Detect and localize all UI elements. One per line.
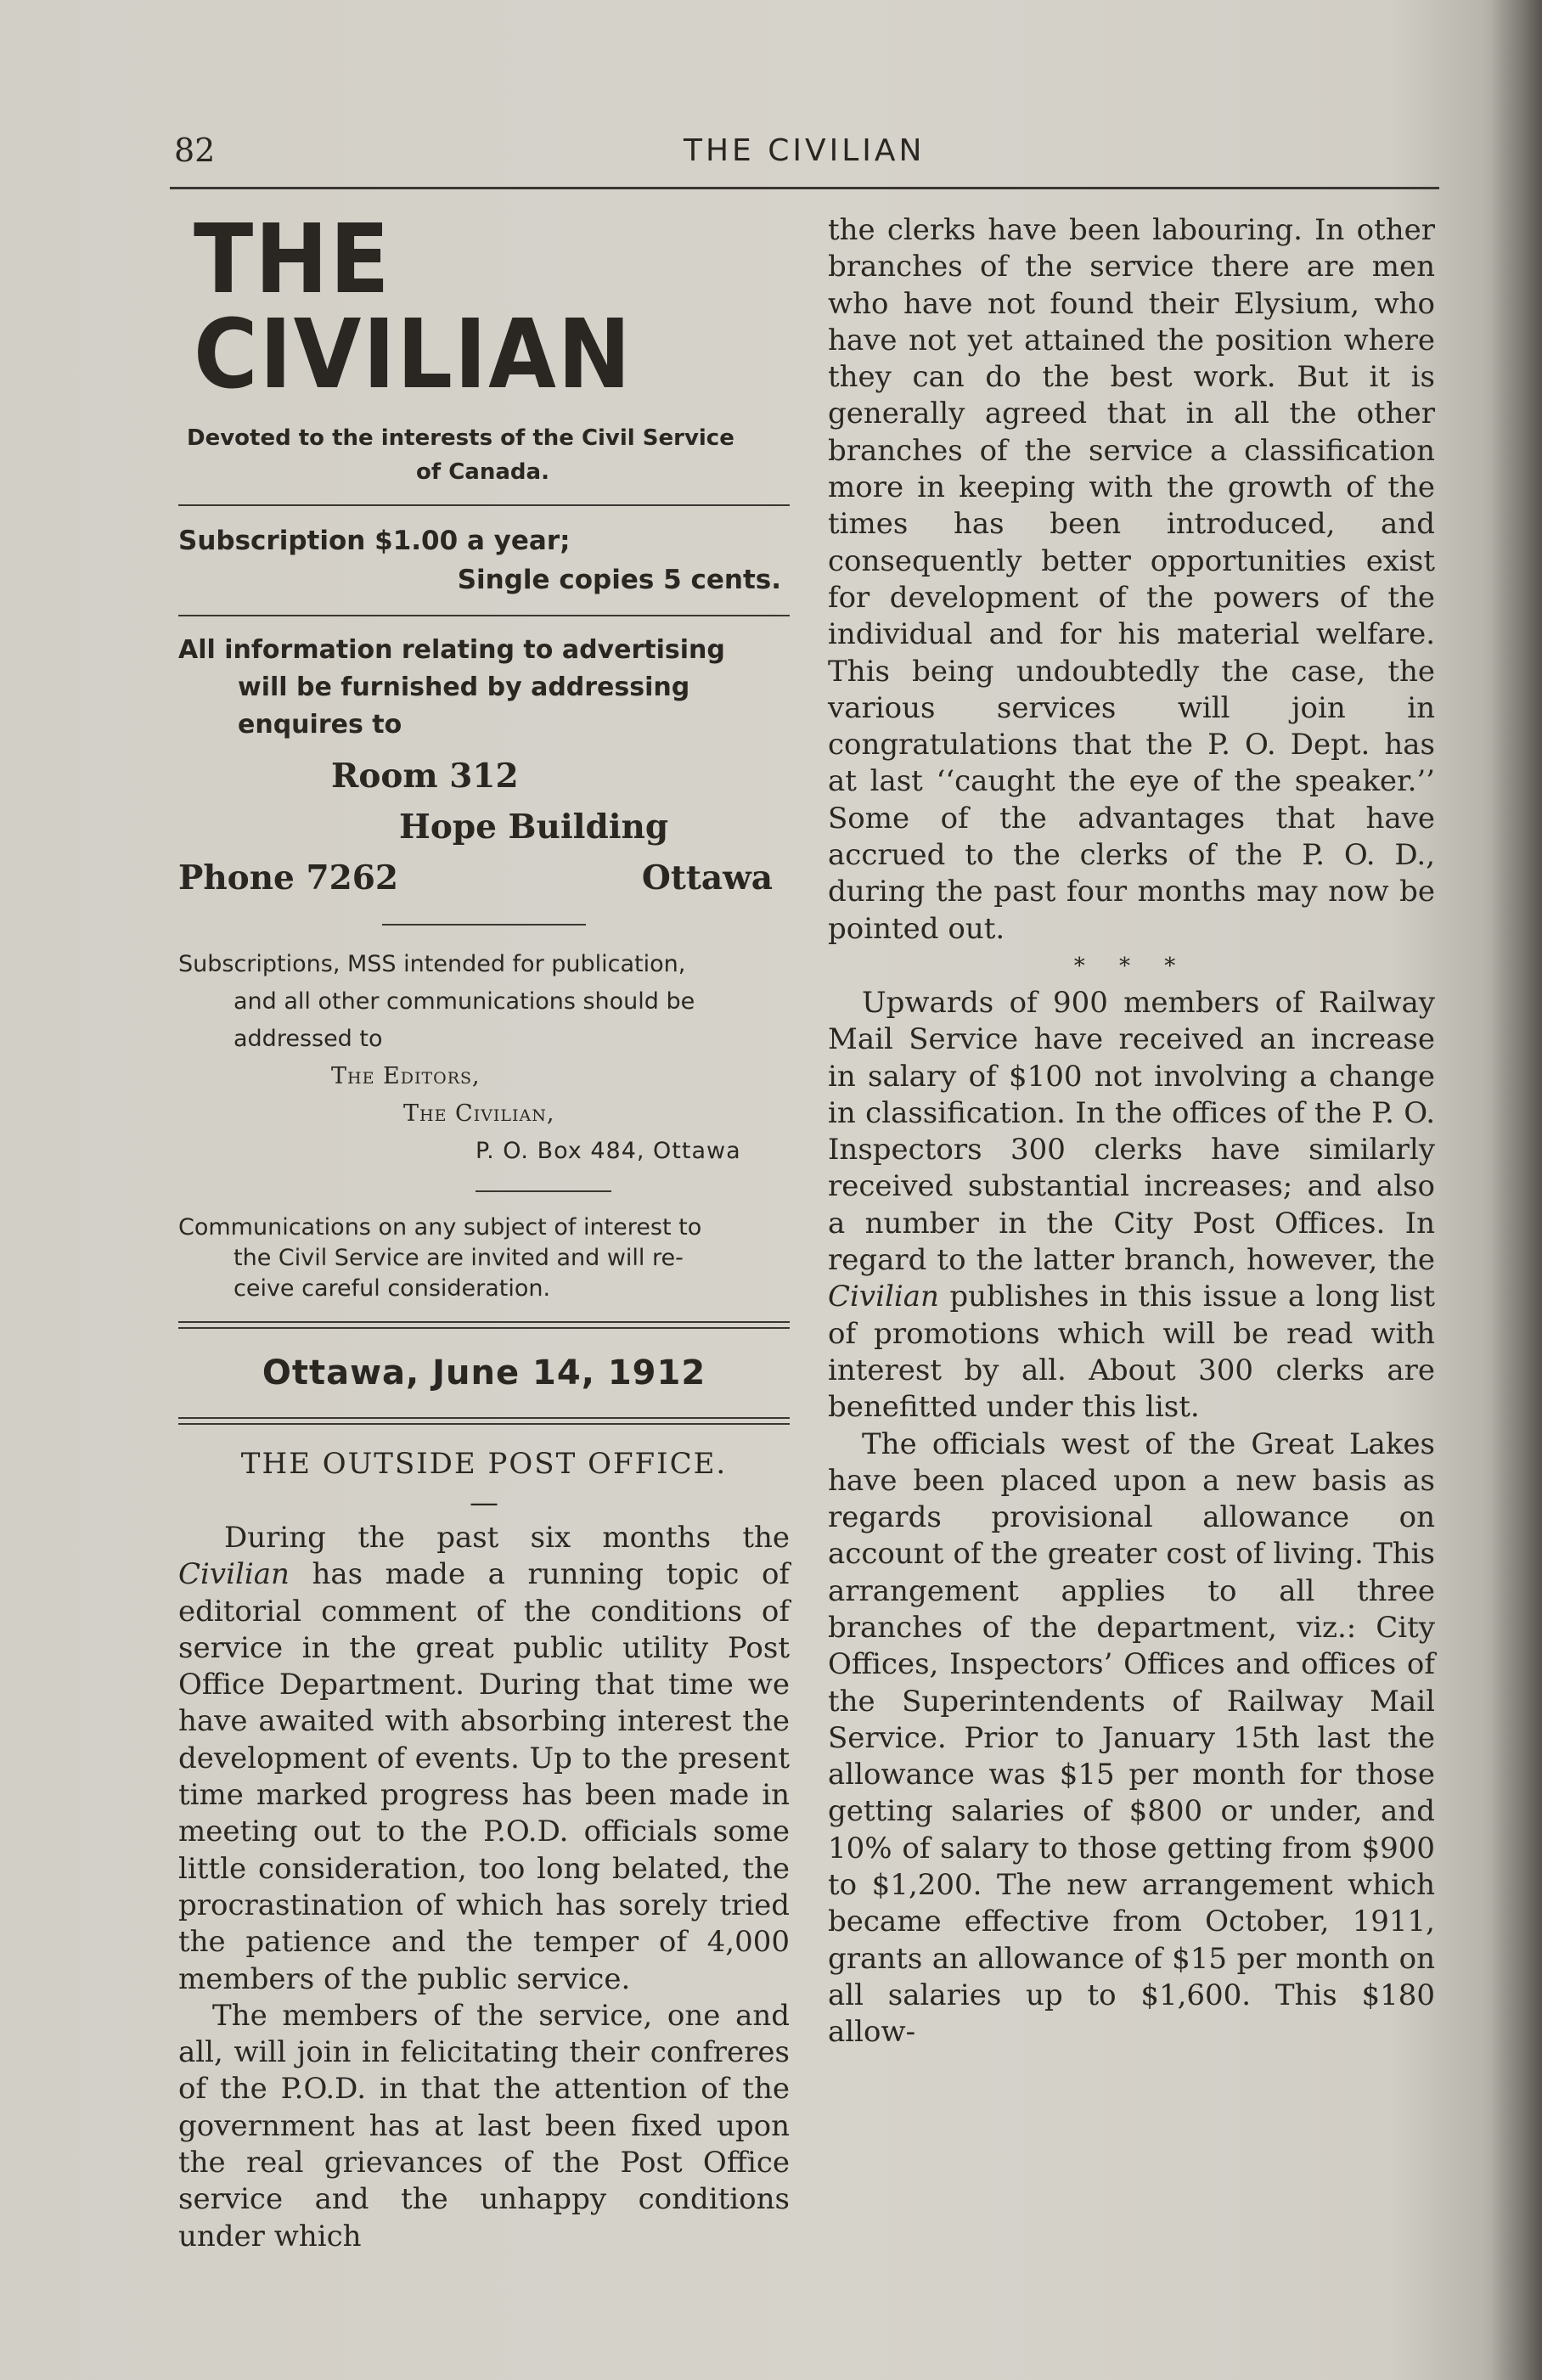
communications-note xyxy=(178,1213,790,1304)
paragraph-text: has made a running topic of editorial comment of the conditions of service in the great public utility Post Office Department. During that time we have awaited with absorbing interest the development of events. Up to the present time marked progress has been made in meeting out to the P.O.D. officials some little consideration, too long belated, the procrastination of which has sorely tried the patience and the temper of 4,000 members of the public service. xyxy=(178,1557,790,1996)
divider xyxy=(178,615,790,616)
section-stars: * * * xyxy=(1073,953,1190,979)
editors-line-3: P. O. Box 484, Ottawa xyxy=(476,1138,741,1164)
building-name: Hope Building xyxy=(399,807,669,847)
dateline: Ottawa, June 14, 1912 xyxy=(262,1353,706,1393)
paragraph-text: publishes in this issue a long list of promotions which will be read with interest by all. About 300 clerks are benefitted under this list. xyxy=(828,1280,1435,1425)
single-copy-price: Single copies 5 cents. xyxy=(457,565,781,595)
phone-row xyxy=(178,852,790,903)
advertising-info xyxy=(178,632,790,744)
advertising-line-3: enquires to xyxy=(238,710,402,740)
editors-line-2: The Civilian, xyxy=(403,1100,555,1127)
city-name: Ottawa xyxy=(641,858,773,897)
article-paragraph: The officials west of the Great Lakes have been placed upon a new basis as regards provisional allowance on account of the greater cost of living. This arrangement applies to all three branches of the department, viz.: City Offices, Inspectors’ Offices and offices of the Superintendents of Railway Mail Service. Prior to January 15th last the allowance was $15 per month for those getting salaries of $800 or under, and 10% of salary to those getting from $900 to $1,200. The new arrangement which became effective from October, 1911, grants an allowance of $15 per month on all salaries up to $1,600. This $180 allow- xyxy=(828,1426,1435,2050)
article-paragraph xyxy=(828,985,1435,1426)
paragraph-text: During the past six months the xyxy=(224,1521,790,1555)
double-rule xyxy=(178,1321,790,1329)
comm-line-1: Communications on any subject of interest to xyxy=(178,1214,702,1241)
italic-title: Civilian xyxy=(828,1280,939,1314)
page-number: 82 xyxy=(174,132,216,169)
short-divider xyxy=(476,1190,611,1192)
editors-line-1: The Editors, xyxy=(331,1063,481,1089)
comm-line-2: the Civil Service are invited and will re- xyxy=(234,1245,684,1271)
running-head: THE CIVILIAN xyxy=(684,133,926,168)
room-number: Room 312 xyxy=(331,757,519,796)
devoted-line xyxy=(178,421,790,489)
subs-line-3: addressed to xyxy=(234,1026,383,1052)
italic-title: Civilian xyxy=(178,1557,290,1592)
subs-line-2: and all other communications should be xyxy=(234,988,695,1015)
left-column xyxy=(178,205,790,2255)
book-spine-shadow xyxy=(1491,0,1542,2380)
advertising-line-2: will be furnished by addressing xyxy=(238,672,690,702)
page-header xyxy=(174,132,1448,169)
subs-line-1: Subscriptions, MSS intended for publication, xyxy=(178,951,686,977)
advertising-line-1: All information relating to advertising xyxy=(178,635,725,665)
paragraph-text: Upwards of 900 members of Railway Mail Service have received an increase in salary of $100 not involving a change in classification. In the offices of the P. O. Inspectors 300 clerks have similarly received substantial increases; and also a number in the City Post Offices. In regard to the latter branch, however, the xyxy=(828,985,1435,1278)
devoted-line-1: Devoted to the interests of the Civil Service xyxy=(187,425,734,451)
subscriptions-info xyxy=(178,946,790,1058)
article-paragraph xyxy=(178,1520,790,1998)
header-rule xyxy=(170,187,1439,189)
article-title: THE OUTSIDE POST OFFICE. xyxy=(240,1447,728,1481)
article-paragraph: the clerks have been labouring. In other branches of the service there are men who have not found their Elysium, who have not yet attained the position where they can do the best work. But it is generally agreed that in all the other branches of the service a classification more in keeping with the growth of the times has been introduced, and consequently better opportunities exist for development of the powers of the individual and for his material welfare. This being undoubtedly the case, the various services will join in congratulations that the P. O. Dept. has at last ‘‘caught the eye of the speaker.’’ Some of the advantages that have accrued to the clerks of the P. O. D., during the past four months may now be pointed out. xyxy=(828,213,1435,946)
title-dash: — xyxy=(470,1486,498,1520)
double-rule xyxy=(178,1417,790,1425)
right-column xyxy=(828,212,1435,2051)
masthead-title: THE CIVILIAN xyxy=(194,205,633,410)
phone-number: Phone 7262 xyxy=(178,858,398,897)
comm-line-3: ceive careful consideration. xyxy=(234,1275,551,1302)
editors-address xyxy=(178,1058,790,1170)
subscription-price: Subscription $1.00 a year; xyxy=(178,526,571,556)
short-divider xyxy=(382,924,586,926)
article-paragraph: The members of the service, one and all, will join in felicitating their confreres of the P.O.D. in that the attention of the government has at last been fixed upon the real grievances of the Post Office service and the unhappy conditions under which xyxy=(178,1998,790,2253)
devoted-line-2: of Canada. xyxy=(416,459,549,485)
divider xyxy=(178,504,790,506)
